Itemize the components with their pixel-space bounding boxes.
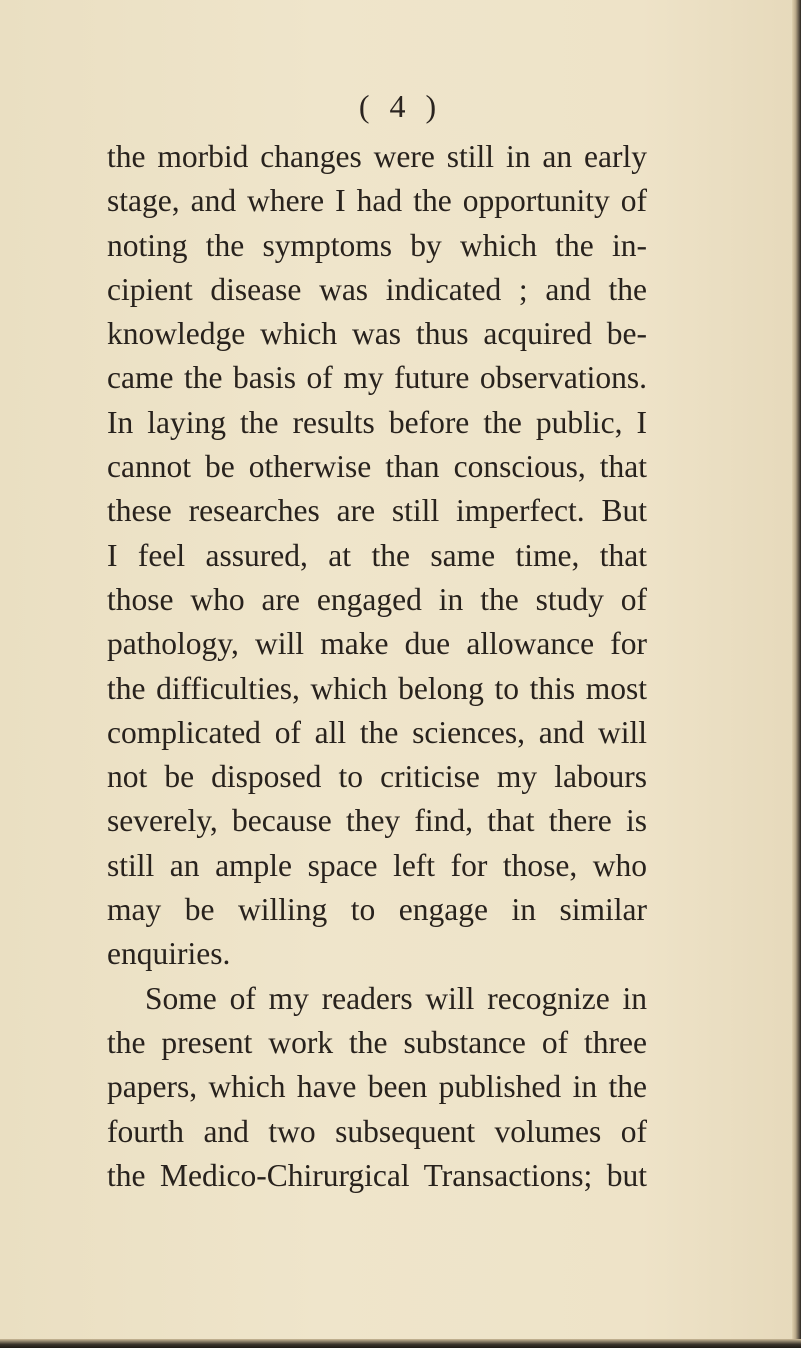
text-line: knowledge which was thus acquired be- (107, 316, 647, 352)
text-line: the morbid changes were still in an early (107, 139, 647, 174)
text-line: cipient disease was indicated ; and the (107, 271, 647, 307)
text-line: I feel assured, at the same time, that (107, 537, 647, 573)
text-line: papers, which have been published in the (107, 1069, 647, 1105)
text-line: these researches are still imperfect. But (107, 493, 647, 529)
text-line: may be willing to engage in similar (107, 892, 647, 928)
text-line: the Medico-Chirurgical Transactions; but (107, 1157, 647, 1193)
text-line: stage, and where I had the opportunity of (107, 183, 647, 219)
body-text (107, 135, 647, 1198)
text-line: not be disposed to criticise my labours (107, 759, 647, 795)
text-line: Some of my readers will recognize in (145, 980, 647, 1016)
page-number: ( 4 ) (358, 88, 443, 124)
text-line: those who are engaged in the study of (107, 581, 647, 617)
page-edge-shadow-right (792, 0, 801, 1348)
text-line: enquiries. (107, 936, 231, 972)
page-edge-shadow-bottom (0, 1339, 801, 1348)
text-line: cannot be otherwise than conscious, that (107, 449, 647, 485)
text-line: complicated of all the sciences, and will (107, 714, 647, 750)
text-line: noting the symptoms by which the in- (107, 227, 647, 263)
text-line: still an ample space left for those, who (107, 847, 647, 883)
text-line: the present work the substance of three (107, 1024, 647, 1060)
text-line: the difficulties, which belong to this most (107, 670, 647, 706)
text-line: severely, because they find, that there is (107, 803, 647, 839)
text-line: fourth and two subsequent volumes of (107, 1113, 647, 1149)
text-line: came the basis of my future observations. (107, 360, 647, 396)
text-line: In laying the results before the public, I (107, 404, 647, 440)
text-line: pathology, will make due allowance for (107, 626, 647, 662)
